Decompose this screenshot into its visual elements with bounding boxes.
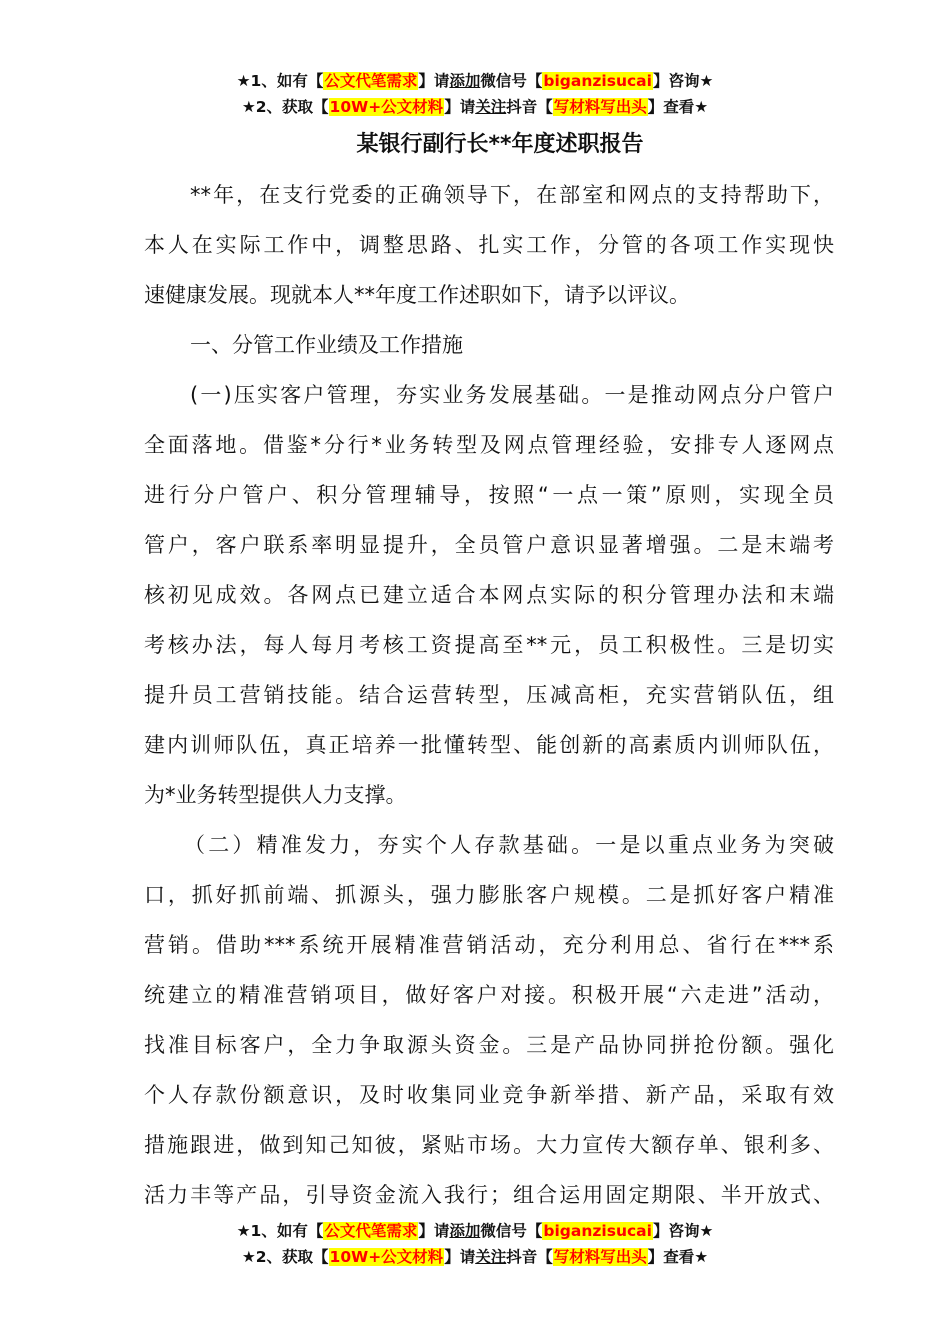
body-line: **年，在支行党委的正确领导下，在部室和网点的支持帮助下， [190,183,834,207]
banner-line-2 [0,1244,950,1270]
document-body [144,170,834,1220]
banner-highlight: 10W+公文材料 [329,1248,444,1266]
body-line: 措施跟进，做到知己知彼，紧贴市场。大力宣传大额存单、银利多、 [144,1133,834,1157]
header-banner [0,68,950,120]
banner-underlined: 添加 [449,72,481,90]
body-line: 统建立的精准营销项目，做好客户对接。积极开展“六走进”活动， [144,983,834,1007]
body-line: 个人存款份额意识，及时收集同业竞争新举措、新产品，采取有效 [144,1083,834,1107]
banner-highlight: 写材料写出头 [553,98,647,116]
banner-text: 抖音【 [506,98,553,116]
banner-text: 】查看★ [647,1248,709,1266]
banner-text: ★2、获取【 [241,98,329,116]
banner-text: 】请 [444,98,476,116]
banner-highlight: biganzisucai [543,1222,652,1240]
banner-text: 微信号【 [480,1222,543,1240]
banner-text: 抖音【 [506,1248,553,1266]
banner-text: ★1、如有【 [236,72,324,90]
banner-line-1 [0,68,950,94]
body-line: 找准目标客户，全力争取源头资金。三是产品协同拼抢份额。强化 [144,1033,834,1057]
banner-text: 】查看★ [647,98,709,116]
body-line: （二）精准发力，夯实个人存款基础。一是以重点业务为突破 [184,833,834,857]
banner-underlined: 添加 [449,1222,481,1240]
body-line: 管户，客户联系率明显提升，全员管户意识显著增强。二是末端考 [144,533,834,557]
banner-text: 】请 [418,1222,450,1240]
body-line: 建内训师队伍，真正培养一批懂转型、能创新的高素质内训师队伍， [144,733,834,757]
banner-text: 】咨询★ [652,1222,714,1240]
banner-highlight: 公文代笔需求 [324,72,418,90]
body-line: 考核办法，每人每月考核工资提高至**元，员工积极性。三是切实 [144,633,834,657]
body-line: 速健康发展。现就本人**年度工作述职如下，请予以评议。 [144,283,690,307]
body-line: (一)压实客户管理，夯实业务发展基础。一是推动网点分户管户 [190,383,834,407]
banner-line-1 [0,1218,950,1244]
body-line: 活力丰等产品，引导资金流入我行；组合运用固定期限、半开放式、 [144,1183,834,1207]
body-line: 进行分户管户、积分管理辅导，按照“一点一策”原则，实现全员 [144,483,834,507]
document-title: 某银行副行长**年度述职报告 [356,132,644,157]
section-heading: 一、分管工作业绩及工作措施 [190,333,463,357]
body-line: 营销。借助***系统开展精准营销活动，充分利用总、省行在***系 [144,933,834,957]
footer-banner [0,1218,950,1270]
body-line: 为*业务转型提供人力支撑。 [144,783,407,807]
banner-highlight: 写材料写出头 [553,1248,647,1266]
body-line: 本人在实际工作中，调整思路、扎实工作，分管的各项工作实现快 [144,233,834,257]
banner-text: 】请 [444,1248,476,1266]
body-line: 提升员工营销技能。结合运营转型，压减高柜，充实营销队伍，组 [144,683,834,707]
banner-highlight: 公文代笔需求 [324,1222,418,1240]
body-line: 口，抓好抓前端、抓源头，强力膨胀客户规模。二是抓好客户精准 [144,883,834,907]
banner-text: 】咨询★ [652,72,714,90]
body-line: 核初见成效。各网点已建立适合本网点实际的积分管理办法和末端 [144,583,834,607]
banner-text: 微信号【 [480,72,543,90]
body-line: 全面落地。借鉴*分行*业务转型及网点管理经验，安排专人逐网点 [144,433,834,457]
banner-text: ★2、获取【 [241,1248,329,1266]
banner-text: 】请 [418,72,450,90]
banner-underlined: 关注 [475,98,507,116]
banner-highlight: 10W+公文材料 [329,98,444,116]
banner-underlined: 关注 [475,1248,507,1266]
banner-text: ★1、如有【 [236,1222,324,1240]
banner-highlight: biganzisucai [543,72,652,90]
banner-line-2 [0,94,950,120]
